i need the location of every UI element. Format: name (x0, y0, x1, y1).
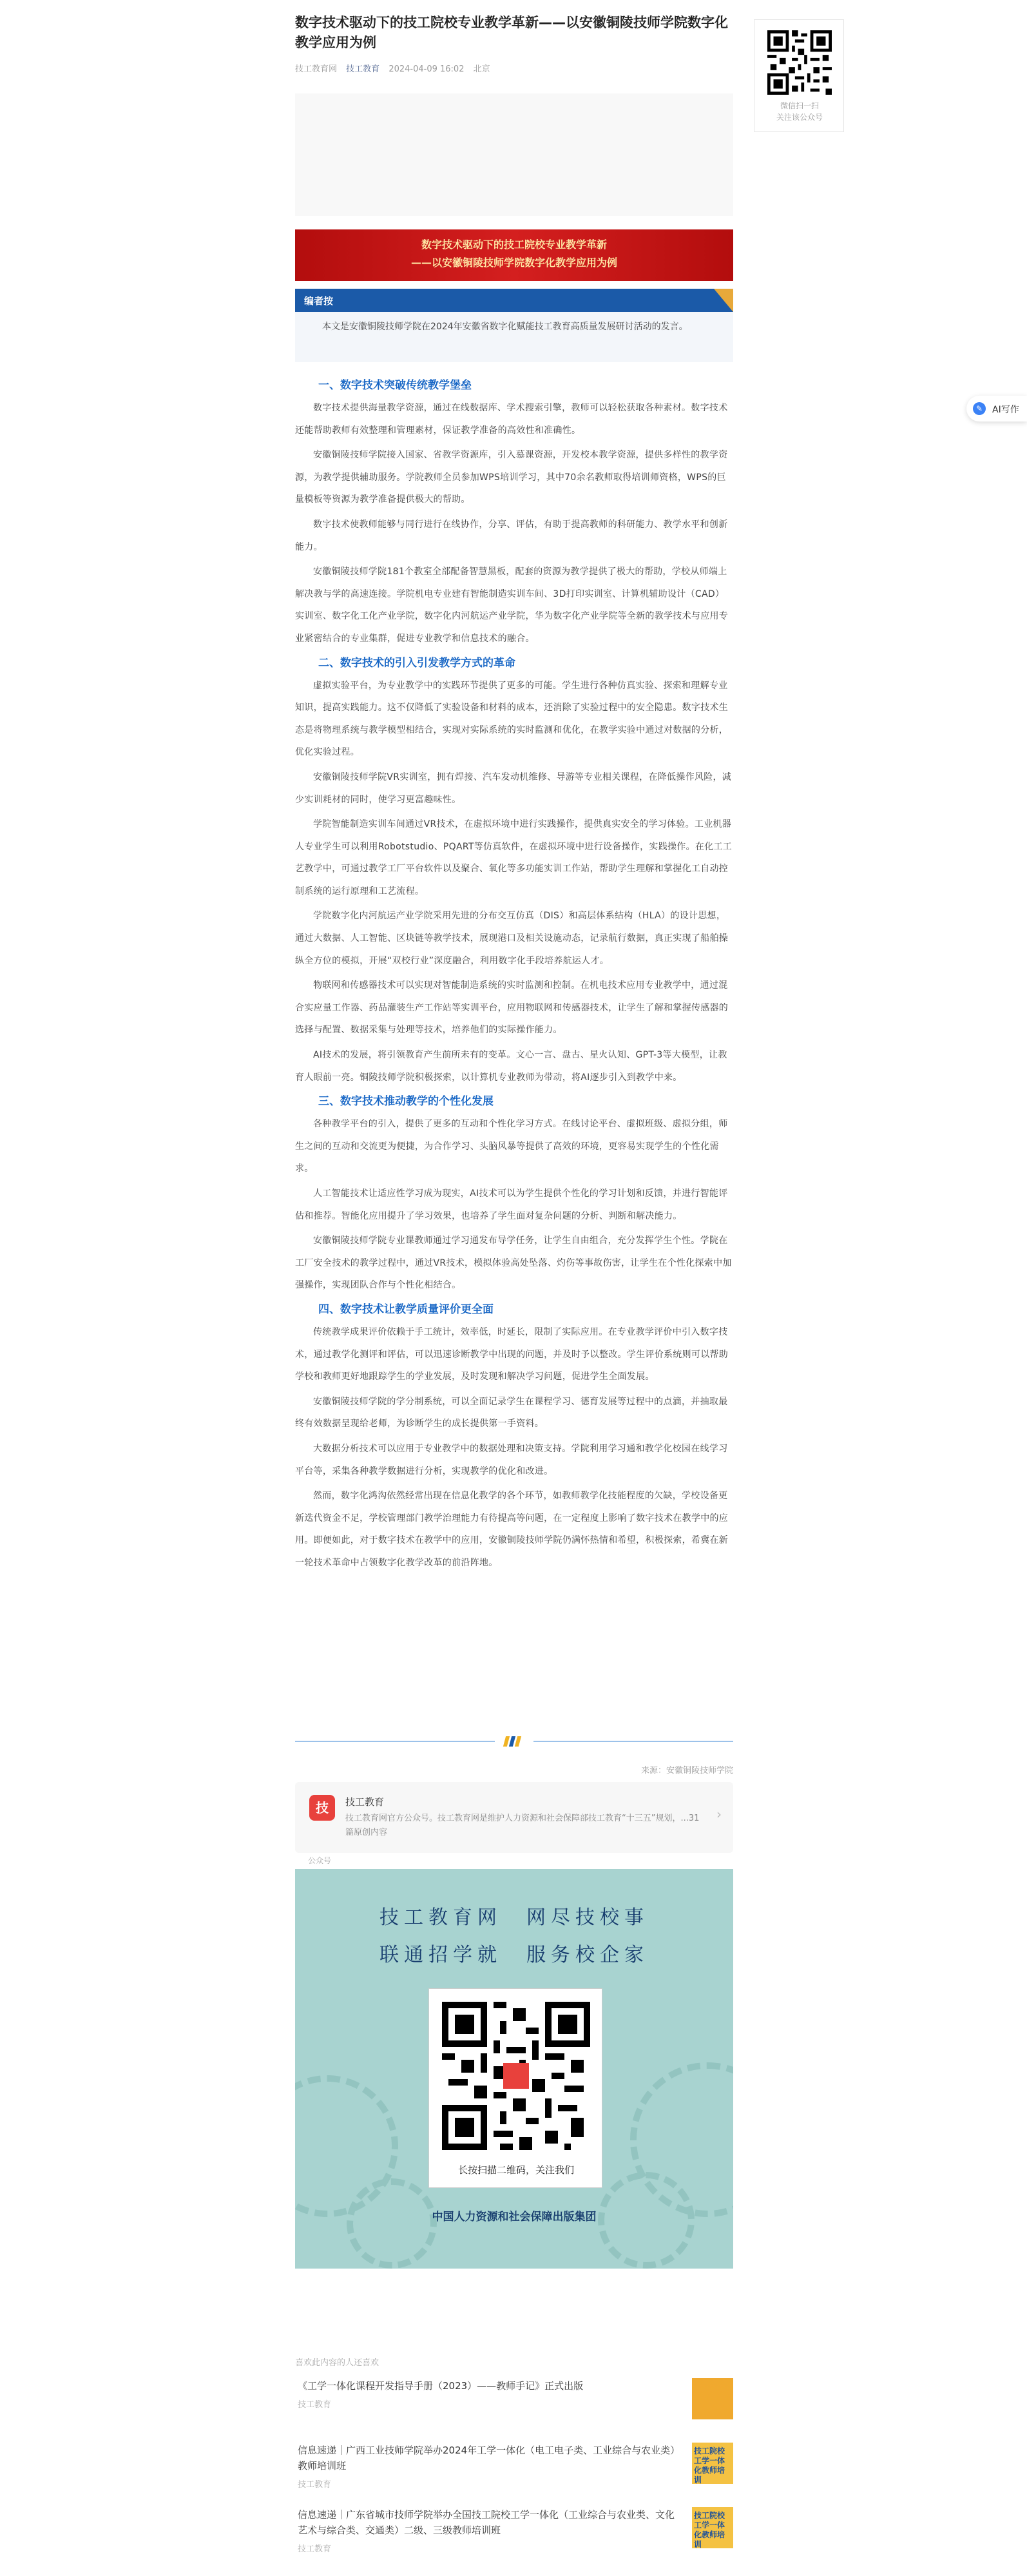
source-line: 来源：安徽铜陵技师学院 (640, 1766, 733, 1776)
meta-datetime: 2024-04-09 16:02 (389, 64, 465, 74)
promo-poster (295, 1869, 733, 2269)
paragraph: 虚拟实验平台，为专业教学中的实践环节提供了更多的可能。学生进行各种仿真实验、探索和理解专业知识，提高实践能力。这不仅降低了实验设备和材料的成本，还消除了实验过程中的安全隐患。数字技术生态是将物理系统与教学模型相结合，实现对实际系统的实时监测和优化，在教学实验中通过对数据的分析，优化实验过程。 (295, 680, 729, 758)
poster-slogan-2: 联通招学就 服务校企家 (379, 1944, 649, 1966)
meta-account-link[interactable]: 技工教育 (346, 64, 380, 74)
side-qr-caption-line1: 微信扫一扫 (780, 101, 819, 110)
poster-slogan-1: 技工教育网 网尽技校事 (379, 1906, 649, 1929)
recommend-source: 技工教育 (298, 2400, 332, 2410)
paragraph: 安徽铜陵技师学院的学分制系统，可以全面记录学生在课程学习、德育发展等过程中的点滴，并抽取最终有效数据呈现给老师，为诊断学生的成长提供第一手资料。 (295, 1396, 728, 1429)
recommend-thumbnail (692, 2443, 733, 2484)
editor-note-header (295, 289, 733, 312)
section-heading: 一、数字技术突破传统教学堡垒 (318, 379, 472, 392)
poster-publisher: 中国人力资源和社会保障出版集团 (432, 2211, 597, 2223)
banner-line1: 数字技术驱动下的技工院校专业教学革新 (421, 238, 607, 251)
recommend-source: 技工教育 (298, 2544, 332, 2554)
recommend-title: 信息速递｜广西工业技师学院举办2024年工学一体化（电工电子类、工业综合与农业类）教师培训班 (298, 2445, 675, 2472)
paragraph: 传统教学成果评价依赖于手工统计，效率低，时延长，限制了实际应用。在专业教学评价中引入数字技术，通过教学化测评和评估，可以迅速诊断教学中出现的问题，并及时予以整改。学生评价系统则可以帮助学校和教师更好地跟踪学生的学业发展，及时发现和解决学习问题，促进学生全面发展。 (295, 1326, 729, 1382)
recommend-title: 信息速递｜广东省城市技师学院举办全国技工院校工学一体化（工业综合与农业类、文化艺术与综合类、交通类）二级、三级教师培训班 (298, 2509, 675, 2536)
article-title: 数字技术驱动下的技工院校专业教学革新——以安徽铜陵技师学院数字化教学应用为例 (295, 15, 728, 50)
recommend-title: 《工学一体化课程开发指导手册（2023）——教师手记》正式出版 (298, 2380, 584, 2392)
divider-line-right (533, 1741, 733, 1742)
paragraph: 大数据分析技术可以应用于专业教学中的数据处理和决策支持。学院利用学习通和教学化校园在线学习平台等，采集各种教学数据进行分析，实现教学的优化和改进。 (295, 1443, 728, 1477)
thumbnail-text: 技工院校工学一体化教师培训 (694, 2446, 725, 2484)
editor-note-label: 编者按 (304, 295, 334, 307)
paragraph: 物联网和传感器技术可以实现对智能制造系统的实时监测和控制。在机电技术应用专业教学中，通过混合实应量工作器、药品灌装生产工作站等实训平台，应用物联网和传感器技术，让学生了解和掌握传感器的选择与配置、数据采集与处理等技术，培养他们的实际操作能力。 (295, 980, 729, 1036)
image-placeholder (295, 93, 733, 216)
paragraph: 安徽铜陵技师学院接入国家、省教学资源库，引入慕课资源，开发校本教学资源，提供多样性的教学资源，为教学提供辅助服务。学院教师全员参加WPS培训学习，其中70余名教师取得培训师资格，WPS的巨量模板等资源为教学准备提供极大的帮助。 (295, 450, 728, 505)
divider-line-left (295, 1741, 495, 1742)
side-qr-panel (754, 19, 844, 132)
chevron-right-icon: › (716, 1806, 722, 1822)
paragraph: 安徽铜陵技师学院VR实训室，拥有焊接、汽车发动机维修、导游等专业相关课程，在降低操作风险，减少实训耗材的同时，使学习更富趣味性。 (295, 771, 732, 805)
thumbnail-text: 技工院校工学一体化教师培训 (694, 2511, 725, 2549)
recommend-source: 技工教育 (298, 2480, 332, 2490)
account-description: 技工教育网官方公众号。技工教育网是维护人力资源和社会保障部技工教育“十三五”规划，...31篇原创内容 (345, 1814, 700, 1837)
recommend-thumbnail (692, 2507, 733, 2548)
article-body (295, 373, 733, 1577)
corner-decoration (714, 289, 733, 312)
account-card-label: 公众号 (308, 1856, 332, 1865)
paragraph: 各种教学平台的引入，提供了更多的互动和个性化学习方式。在线讨论平台、虚拟班级、虚拟分组，师生之间的互动和交流更为便捷，为合作学习、头脑风暴等提供了高效的环境，更容易实现学生的个性化需求。 (295, 1119, 728, 1174)
recommend-item[interactable] (295, 2378, 733, 2430)
editor-note-text: 本文是安徽铜陵技师学院在2024年安徽省数字化赋能技工教育高质量发展研讨活动的发言。 (322, 322, 688, 332)
banner-line2: ——以安徽铜陵技师学院数字化教学应用为例 (410, 257, 617, 269)
ai-writing-label: AI写作 (992, 405, 1019, 415)
gear-decoration (347, 2178, 437, 2269)
ai-icon: ✎ (973, 402, 986, 415)
account-card[interactable] (295, 1782, 733, 1853)
account-name: 技工教育 (345, 1796, 385, 1808)
divider-bars (504, 1736, 522, 1749)
side-qr-caption (754, 100, 845, 123)
side-qr-caption-line2: 关注该公众号 (776, 113, 823, 122)
poster-qr-card (428, 1988, 602, 2188)
recommend-item[interactable] (295, 2507, 733, 2559)
section-heading: 二、数字技术的引入引发教学方式的革命 (318, 656, 515, 670)
recommend-item[interactable] (295, 2443, 733, 2494)
paragraph: 学院数字化内河航运产业学院采用先进的分布交互仿真（DIS）和高层体系结构（HLA）的设计思想，通过大数据、人工智能、区块链等教学技术，展现港口及相关设施动态，记录航行数据，真正实现了船舶操纵全方位的模拟，开展“双校行业”深度融合，利用数字化手段培养航运人才。 (295, 911, 729, 966)
recommend-thumbnail (692, 2378, 733, 2419)
meta-source: 技工教育网 (295, 64, 338, 74)
recommend-header: 喜欢此内容的人还喜欢 (295, 2358, 379, 2368)
qr-caption: 长按扫描二维码，关注我们 (457, 2164, 574, 2176)
paragraph: 学院智能制造实训车间通过VR技术，在虚拟环境中进行实践操作，提供真实安全的学习体验。工业机器人专业学生可以利用Robotstudio、PQART等仿真软件，在虚拟环境中进行设备操作，实践操作。在化工工艺教学中，可通过教学工厂平台软件以及聚合、氧化等多功能实训工作站，帮助学生理解和掌握化工自动控制系统的运行原理和工艺流程。 (295, 819, 733, 896)
paragraph: AI技术的发展，将引领教育产生前所未有的变革。文心一言、盘古、星火认知、GPT-3等大模型，让教育人眼前一亮。铜陵技师学院积极探索，以计算机专业教师为带动，将AI逐步引入到教学中来。 (295, 1050, 727, 1083)
meta-location: 北京 (473, 64, 490, 74)
account-logo: 技 (309, 1795, 335, 1821)
paragraph: 安徽铜陵技师学院181个教室全部配备智慧黑板，配套的资源为教学提供了极大的帮助，学校从师端上解决教与学的高速连接。学院机电专业建有智能制造实训车间、3D打印实训室、计算机辅助设计（CAD）实训室、数字化工化产业学院，数字化内河航运产业学院，华为数字化产业学院等全新的教学技术与应用专业紧密结合的专业集群，促进专业教学和信息技术的融合。 (295, 567, 729, 644)
article-banner (295, 229, 733, 281)
paragraph: 数字技术提供海量教学资源，通过在线数据库、学术搜索引擎，教师可以轻松获取各种素材。数字技术还能帮助教师有效整理和管理素材，保证教学准备的高效性和准确性。 (295, 403, 728, 436)
section-heading: 三、数字技术推动教学的个性化发展 (318, 1095, 494, 1109)
qr-code-icon (442, 2002, 590, 2150)
divider-bar (515, 1736, 521, 1747)
paragraph: 然而，数字化鸿沟依然经常出现在信息化教学的各个环节，如教师教学化技能程度的欠缺，学校设备更新迭代资金不足，学校管理部门教学治理能力有待提高等问题，在一定程度上影响了数字技术在教学中的应用。即便如此，对于数字技术在教学中的应用，安徽铜陵技师学院仍满怀热情和希望，积极探索，希冀在新一轮技术革命中占领数字化教学改革的前沿阵地。 (295, 1491, 729, 1568)
paragraph: 安徽铜陵技师学院专业课教师通过学习通发布导学任务，让学生自由组合，充分发挥学生个性。学院在工厂安全技术的教学过程中，通过VR技术，模拟体验高处坠落、灼伤等事故伤害，让学生在个性化探索中加强操作，实现团队合作与个性化相结合。 (295, 1235, 732, 1291)
editor-note (295, 289, 733, 362)
section-heading: 四、数字技术让教学质量评价更全面 (318, 1303, 494, 1316)
section-divider (295, 1735, 733, 1748)
qr-code-icon (767, 30, 832, 95)
ai-writing-button[interactable] (966, 396, 1027, 421)
article-meta (295, 62, 497, 74)
paragraph: 人工智能技术让适应性学习成为现实，AI技术可以为学生提供个性化的学习计划和反馈，并进行智能评估和推荐。智能化应用提升了学习效果，也培养了学生面对复杂问题的分析、判断和解决能力。 (295, 1188, 728, 1221)
paragraph: 数字技术使教师能够与同行进行在线协作，分享、评估，有助于提高教师的科研能力、教学水平和创新能力。 (295, 519, 728, 552)
